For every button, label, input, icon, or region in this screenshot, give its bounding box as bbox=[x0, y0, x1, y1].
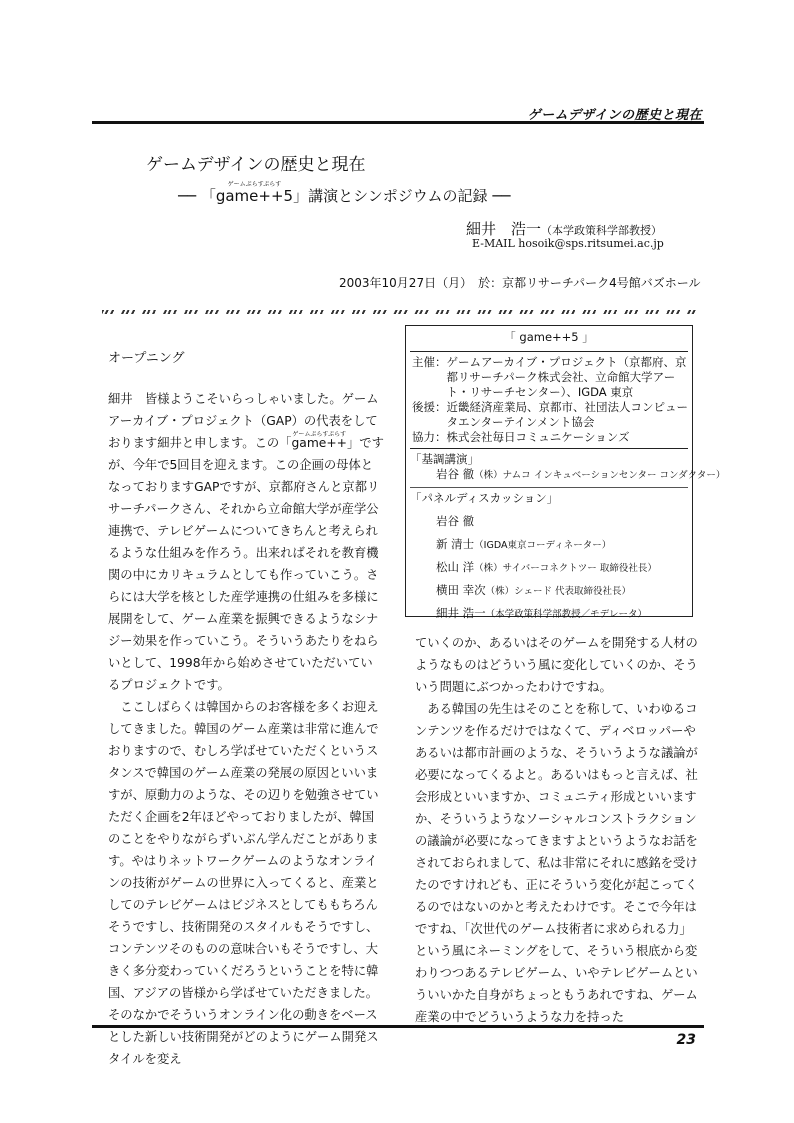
subtitle-suffix: 」講演とシンポジウムの記録 ── bbox=[293, 187, 511, 205]
event-info-box bbox=[405, 325, 726, 620]
author-name: 細井 浩一 bbox=[466, 220, 542, 238]
panel-heading: 「パネルディスカッション」 bbox=[410, 491, 559, 505]
panel-speaker bbox=[406, 537, 692, 553]
cooperation-key: 協力： bbox=[412, 430, 447, 444]
event-dateline: 2003年10月27日（月） 於：京都リサーチパーク4号館バズホール bbox=[339, 276, 701, 290]
speaker-name: 岩谷 徹 bbox=[436, 514, 475, 528]
subtitle-ruby-base: game++5 bbox=[215, 187, 294, 205]
info-box-divider bbox=[410, 448, 688, 449]
keynote-speaker bbox=[406, 467, 726, 483]
panel-speaker bbox=[406, 514, 692, 530]
body-paragraph: ここしばらくは韓国からのお客様を多くお迎えしてきました。韓国のゲーム産業は非常に進んでおりますので、むしろ学ばせていただくというスタンスで韓国のゲーム産業の発展の原因といいますが、原動力のような、その辺りを勉強させていただく企画を2年ほどやっておりましたが、韓国のことをやりながらずいぶん学んだことがあります。やはりネットワークゲームのようなオンラインの技術がゲームの世界に入ってくると、産業としてのテレビゲームはビジネスとしてももちろんそうですし、技術開発のスタイルもそうですし、コンテンツそのものの意味合いもそうですし、大きく多分変わっていくだろうということを特に韓国、アジアの皆様から学ばせていただきました。そのなかでそういうオンライン化の動きをベースとした新しい技術開発がどのようにゲーム開発スタイルを変え bbox=[108, 700, 379, 1066]
speaker-name: 新 清士 bbox=[436, 537, 475, 551]
cooperation-row bbox=[406, 430, 692, 445]
speaker-affiliation: （株）サイバーコネクトツー 取締役社長） bbox=[474, 563, 657, 574]
organizer-value: ゲームアーカイブ・プロジェクト（京都府、京都リサーチパーク株式会社、立命館大学アート・リサーチセンター）、IGDA 東京 bbox=[446, 355, 687, 399]
paragraph-text: 」ですが、今年で5回目を迎えます。この企画の母体となっておりますGAPですが、京都府さんと京都リサーチパークさん、それから立命館大学が産学公連携で、テレビゲームについてきちんと考えられるような仕組みを作ろう。出来ればそれを教育機関の中にカリキュラムとしても作っていこう。さらには大学を核とした産学連携の仕組みを多様に展開をして、ゲーム産業を振興できるようなシナジー効果を作っていこう。そういうあたりをねらいとして、1998年から始めさせていただいているプロジェクトです。 bbox=[108, 436, 384, 692]
info-box-divider bbox=[410, 487, 688, 488]
speaker-name: 岩谷 徹 bbox=[436, 467, 475, 481]
info-box-divider bbox=[410, 351, 688, 352]
panel-speaker bbox=[406, 560, 692, 576]
section-heading: オープニング bbox=[108, 351, 185, 366]
author-affiliation: （本学政策科学部教授） bbox=[541, 224, 663, 237]
inline-ruby-text: ゲームぷらすぷらす bbox=[292, 431, 347, 438]
cooperation-value: 株式会社毎日コミュニケーションズ bbox=[446, 430, 630, 444]
organizer-row bbox=[406, 355, 692, 400]
speaker-name: 細井 浩一 bbox=[436, 606, 486, 620]
supporter-value: 近畿経済産業局、京都市、社団法人コンピュータエンターテインメント協会 bbox=[446, 400, 688, 429]
inline-ruby bbox=[291, 432, 347, 454]
inline-ruby-base: game++ bbox=[291, 436, 347, 450]
speaker-affiliation: （本学政策科学部教授／モデレータ） bbox=[485, 609, 647, 620]
subtitle-prefix: ── 「 bbox=[178, 187, 216, 205]
speaker-name: 松山 洋 bbox=[436, 560, 475, 574]
paragraph-text: 細井 皆様ようこそいらっしゃいました。ゲームアーカイブ・プロジェクト（GAP）の代表をしております細井と申します。この「 bbox=[108, 392, 379, 450]
subtitle-ruby-text: ゲームぷらすぷらす bbox=[227, 181, 282, 188]
body-paragraph: ていくのか、あるいはそのゲームを開発する人材のようなものはどういう風に変化していくのか、そういう問題にぶつかったわけですね。 bbox=[415, 636, 698, 694]
left-column bbox=[108, 388, 384, 1070]
author-line bbox=[466, 218, 662, 239]
supporter-key: 後援： bbox=[412, 400, 447, 414]
right-column bbox=[415, 632, 703, 1028]
speaker-affiliation: （株）ナムコ インキュベーションセンター コンダクター） bbox=[474, 470, 726, 481]
header-rule bbox=[92, 121, 704, 124]
page-number: 23 bbox=[676, 1032, 696, 1048]
body-paragraph: ある韓国の先生はそのことを称して、いわゆるコンテンツを作るだけではなくて、ディベロッパーやあるいは都市計画のような、そういうような議論が必要になってくるよと。あるいはもっと言えば、社会形成といいますか、コミュニティ形成といいますか、そういうようなソーシャルコンストラクションの議論が必要になってきますよというようなお話をされておられまして、私は非常にそれに感銘を受けたのですけれども、正にそういう変化が起こってくるのではないのかと考えたわけです。そこで今年はですね、「次世代のゲーム技術者に求められる力」という風にネーミングをして、そういう根底から変わりつつあるテレビゲーム、いやテレビゲームといういいかた自身がちょっともうあれですね、ゲーム産業の中でどういうような力を持った bbox=[415, 702, 698, 1024]
body-paragraph bbox=[108, 388, 384, 696]
speaker-affiliation: （IGDA東京コーディネーター） bbox=[474, 540, 612, 551]
keynote-heading: 「基調講演」 bbox=[410, 452, 479, 466]
author-email: E-MAIL hosoik@sps.ritsumei.ac.jp bbox=[472, 237, 664, 250]
article-subtitle bbox=[178, 181, 511, 206]
running-header-title: ゲームデザインの歴史と現在 bbox=[527, 108, 702, 123]
supporter-row bbox=[406, 400, 692, 430]
article-title: ゲームデザインの歴史と現在 bbox=[146, 155, 366, 175]
footer-rule bbox=[92, 1025, 704, 1028]
info-box-title: 「 game++5 」 bbox=[504, 330, 594, 344]
dashed-divider bbox=[102, 310, 696, 314]
panel-speaker bbox=[406, 583, 692, 599]
organizer-key: 主催： bbox=[412, 355, 447, 369]
panel-speaker bbox=[406, 606, 692, 622]
speaker-name: 横田 幸次 bbox=[436, 583, 486, 597]
speaker-affiliation: （株）シェード 代表取締役社長） bbox=[485, 586, 631, 597]
subtitle-ruby bbox=[215, 181, 294, 205]
